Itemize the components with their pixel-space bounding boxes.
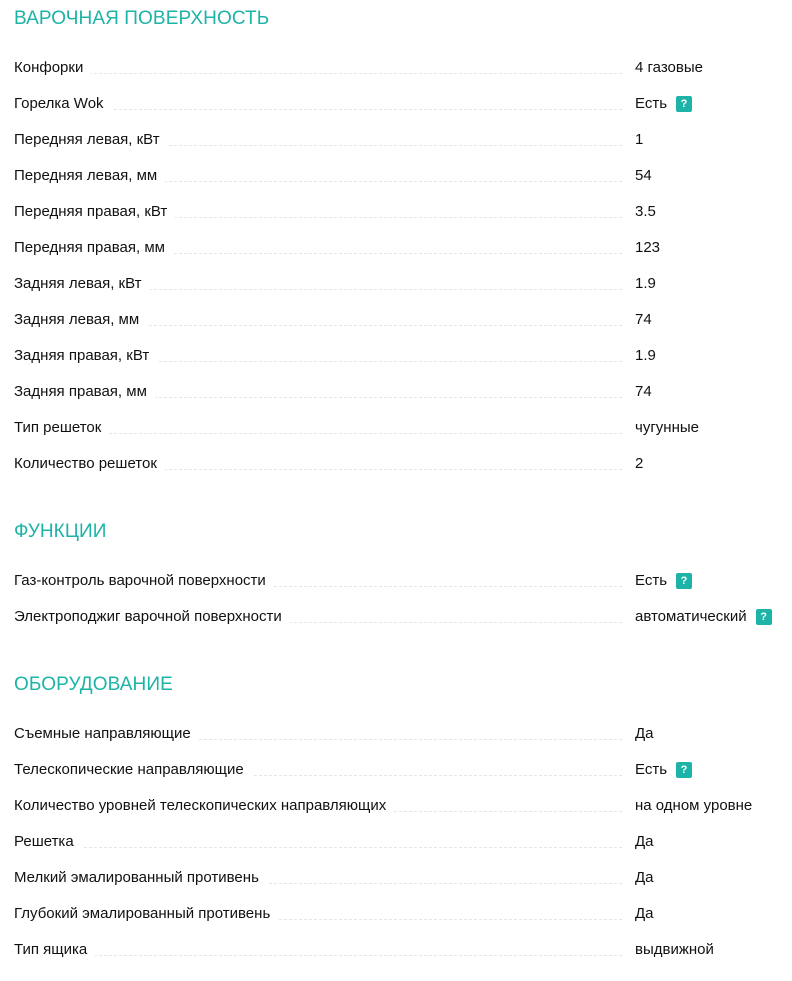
spec-row [14,902,784,926]
spec-value [635,236,660,260]
spec-value [635,830,654,854]
spec-value-text: выдвижной [635,941,714,958]
spec-value-text: чугунные [635,419,699,436]
spec-label: Задняя левая, кВт [14,272,150,296]
spec-label: Задняя левая, мм [14,308,147,332]
spec-value [635,605,772,629]
spec-row [14,605,784,629]
spec-row [14,308,784,332]
spec-value [635,308,652,332]
spec-value [635,758,692,782]
spec-value [635,128,643,152]
spec-value [635,416,699,440]
spec-label: Передняя левая, мм [14,164,165,188]
spec-value [635,569,692,593]
help-question-icon[interactable]: ? [676,762,692,778]
spec-row [14,236,784,260]
spec-row [14,830,784,854]
spec-label: Количество решеток [14,452,165,476]
spec-value [635,164,652,188]
spec-value [635,794,752,818]
spec-value-text: 54 [635,167,652,184]
spec-row [14,794,784,818]
spec-value-text: Да [635,905,654,922]
spec-value-text: автоматический [635,608,747,625]
spec-label: Телескопические направляющие [14,758,252,782]
spec-value-text: Да [635,833,654,850]
dotted-leader [14,73,622,74]
spec-row [14,938,784,962]
spec-row [14,272,784,296]
spec-value [635,938,714,962]
spec-value-text: 1 [635,131,644,148]
spec-value-text: 123 [635,239,661,256]
spec-row [14,866,784,890]
spec-value-text: на одном уровне [635,797,753,814]
spec-label: Тип ящика [14,938,95,962]
spec-row [14,758,784,782]
spec-label: Решетка [14,830,82,854]
spec-value-text: Есть [635,761,668,778]
spec-label: Задняя правая, мм [14,380,155,404]
spec-label: Горелка Wok [14,92,112,116]
spec-label: Количество уровней телескопических направляющих [14,794,394,818]
spec-label: Конфорки [14,56,91,80]
spec-value [635,866,654,890]
spec-row [14,722,784,746]
spec-value-text: Да [635,869,654,886]
dotted-leader [14,847,622,848]
spec-row [14,452,784,476]
section-title: ВАРОЧНАЯ ПОВЕРХНОСТЬ [14,8,270,29]
spec-value-text: 1.9 [635,275,656,292]
spec-value-text: 1.9 [635,347,656,364]
spec-label: Тип решеток [14,416,109,440]
spec-label: Задняя правая, кВт [14,344,157,368]
spec-label: Передняя правая, кВт [14,200,175,224]
spec-value [635,200,656,224]
section-title: ФУНКЦИИ [14,521,107,542]
section-title: ОБОРУДОВАНИЕ [14,674,173,695]
spec-label: Передняя правая, мм [14,236,173,260]
spec-value [635,902,654,926]
spec-label: Электроподжиг варочной поверхности [14,605,290,629]
spec-label: Мелкий эмалированный противень [14,866,267,890]
spec-row [14,380,784,404]
spec-value-text: 74 [635,311,652,328]
spec-value-text: 2 [635,455,644,472]
spec-value-text: Да [635,725,654,742]
spec-value-text: 3.5 [635,203,656,220]
spec-value [635,452,643,476]
spec-row [14,200,784,224]
spec-row [14,56,784,80]
dotted-leader [14,955,622,956]
spec-value [635,56,703,80]
spec-value-text: 74 [635,383,652,400]
spec-label: Газ-контроль варочной поверхности [14,569,274,593]
spec-row [14,569,784,593]
help-question-icon[interactable]: ? [676,573,692,589]
spec-value-text: Есть [635,572,668,589]
spec-value-text: Есть [635,95,668,112]
spec-row [14,164,784,188]
spec-row [14,344,784,368]
spec-value [635,722,654,746]
spec-value [635,92,692,116]
spec-label: Съемные направляющие [14,722,199,746]
help-question-icon[interactable]: ? [756,609,772,625]
spec-row [14,92,784,116]
spec-row [14,128,784,152]
spec-value [635,272,656,296]
spec-value [635,380,652,404]
spec-value-text: 4 газовые [635,59,703,76]
spec-value [635,344,656,368]
spec-label: Передняя левая, кВт [14,128,168,152]
spec-label: Глубокий эмалированный противень [14,902,278,926]
spec-row [14,416,784,440]
help-question-icon[interactable]: ? [676,96,692,112]
